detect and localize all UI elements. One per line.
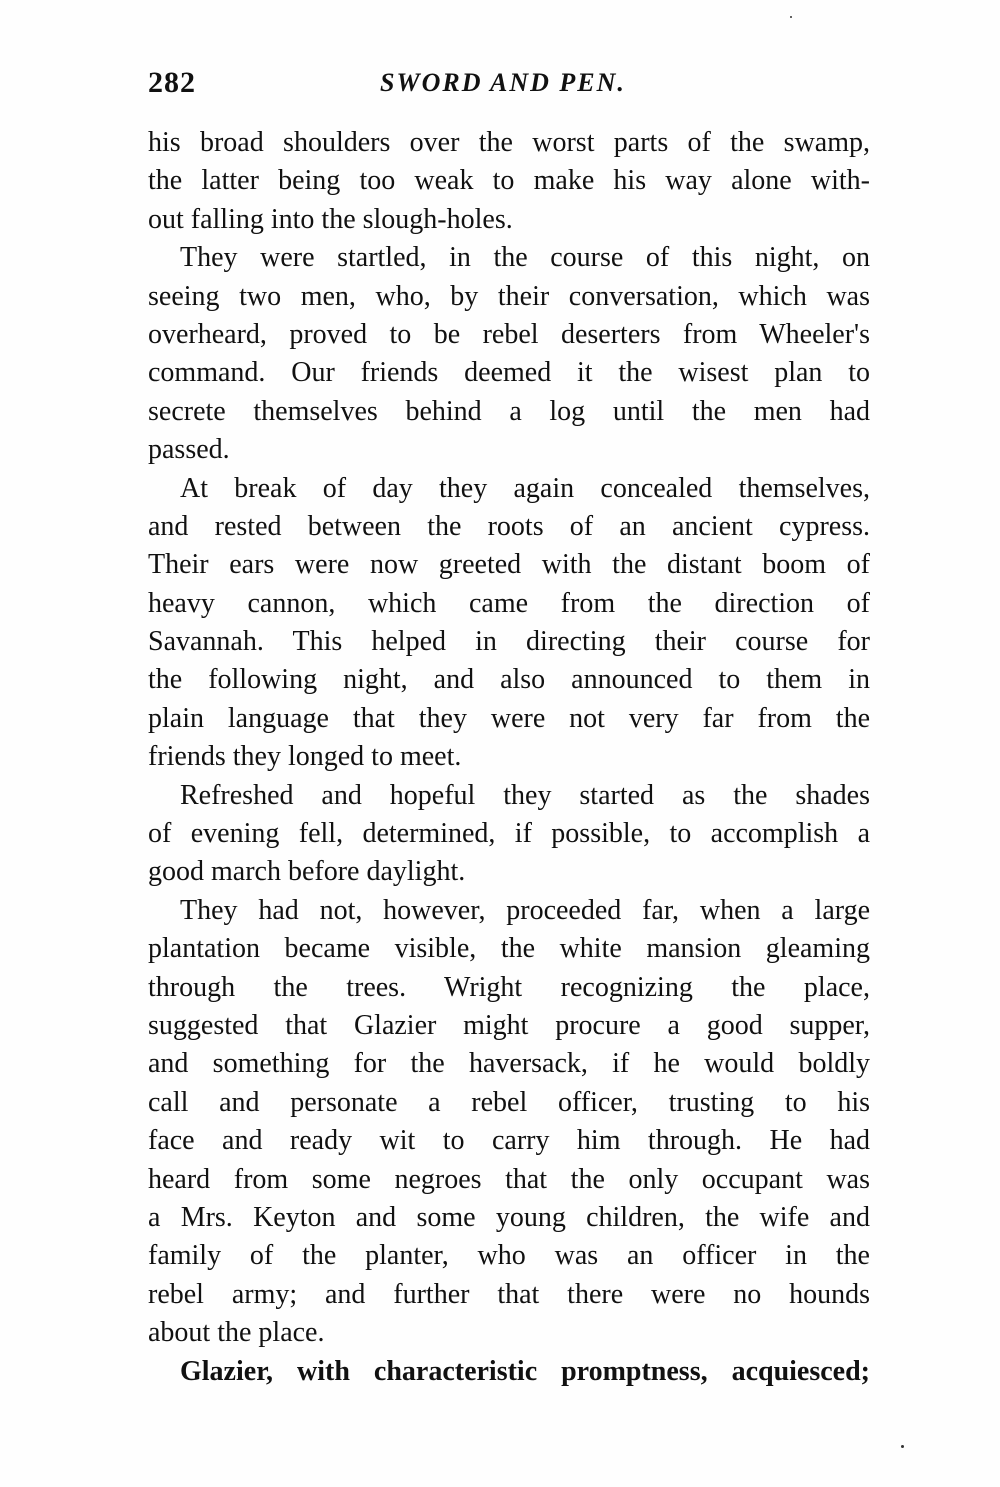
body-text — [148, 124, 870, 1391]
page-number: 282 — [148, 66, 196, 99]
text-line: They had not, however, proceeded far, when a large — [180, 894, 870, 926]
running-title: SWORD AND PEN. — [380, 68, 626, 97]
text-line: face and ready wit to carry him through. He had — [148, 1125, 870, 1157]
text-line: passed. — [148, 434, 230, 466]
text-line: a Mrs. Keyton and some young children, the wife and — [148, 1201, 870, 1233]
text-line: They were startled, in the course of this night, on — [180, 242, 870, 274]
text-line: rebel army; and further that there were no hounds — [148, 1278, 870, 1310]
text-line: family of the planter, who was an officer in the — [148, 1240, 870, 1272]
text-line: through the trees. Wright recognizing the place, — [148, 971, 870, 1003]
text-line: friends they longed to meet. — [148, 741, 462, 773]
text-line: out falling into the slough-holes. — [148, 203, 513, 235]
text-line: plain language that they were not very far from the — [148, 702, 870, 734]
text-line: about the place. — [148, 1317, 325, 1349]
text-line: command. Our friends deemed it the wisest plan to — [148, 357, 870, 389]
print-speck — [901, 1445, 904, 1448]
text-line: Savannah. This helped in directing their course for — [148, 626, 870, 658]
text-line: and something for the haversack, if he would boldly — [148, 1048, 870, 1080]
running-head — [148, 66, 870, 106]
text-line: call and personate a rebel officer, trusting to his — [148, 1086, 870, 1118]
text-line: of evening fell, determined, if possible, to accomplish a — [148, 818, 870, 850]
text-line: Their ears were now greeted with the distant boom of — [148, 549, 870, 581]
text-line: secrete themselves behind a log until the men had — [148, 395, 870, 427]
text-line: the latter being too weak to make his way alone with- — [148, 165, 870, 197]
text-line: plantation became visible, the white mansion gleaming — [148, 933, 870, 965]
text-line: Glazier, with characteristic promptness, acquiesced; — [180, 1355, 870, 1387]
text-line: the following night, and also announced to them in — [148, 664, 870, 696]
text-line: his broad shoulders over the worst parts of the swamp, — [148, 127, 870, 158]
text-line: heard from some negroes that the only occupant was — [148, 1163, 870, 1195]
text-line: heavy cannon, which came from the direction of — [148, 587, 870, 619]
text-line: suggested that Glazier might procure a good supper, — [148, 1009, 870, 1041]
text-line: good march before daylight. — [148, 856, 466, 888]
print-speck — [790, 16, 792, 18]
text-line: and rested between the roots of an ancient cypress. — [148, 510, 870, 542]
text-line: Refreshed and hopeful they started as the shades — [180, 779, 870, 811]
text-line: overheard, proved to be rebel deserters from Wheeler's — [148, 318, 870, 350]
text-line: seeing two men, who, by their conversation, which was — [148, 280, 870, 312]
text-line: At break of day they again concealed themselves, — [180, 472, 870, 504]
